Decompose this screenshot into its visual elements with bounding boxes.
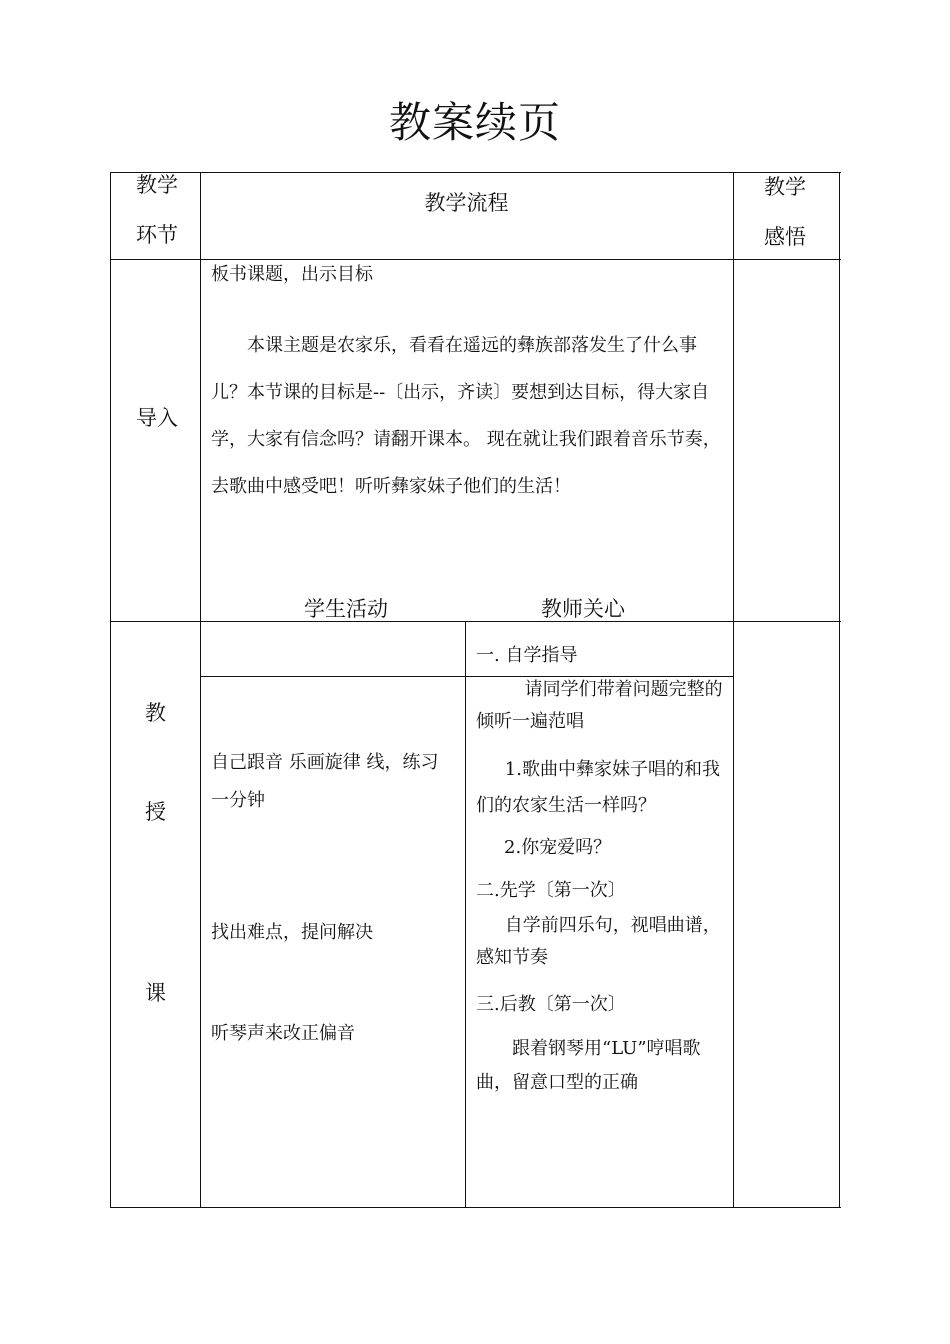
intro-paragraph: 本课主题是农家乐，看看在遥远的彝族部落发生了什么事儿？本节课的目标是--〔出示，齐读〕要想到达目标，得大家自学，大家有信念吗？请翻开课本。 现在就让我们跟着音乐节奏，去歌曲中感受吧！听听彝家妹子他们的生活！ — [211, 335, 721, 497]
teacher-section-2-title: 二.先学〔第一次〕 — [476, 880, 626, 901]
intro-board-text: 板书课题，出示目标 — [211, 264, 373, 285]
intro-segment-label: 导入 — [136, 406, 178, 430]
table-border-right — [839, 172, 840, 1208]
page-title: 教案续页 — [388, 98, 561, 147]
table-row-divider-intro — [110, 621, 841, 622]
table-border-bottom — [110, 1207, 841, 1208]
header-segment-line2: 环节 — [136, 223, 178, 247]
table-row-divider-header — [110, 259, 841, 260]
teacher-section-3-title: 三.后教〔第一次〕 — [476, 994, 626, 1015]
teaching-segment-char-2: 授 — [145, 800, 166, 824]
header-segment-line1: 教学 — [136, 173, 178, 197]
table-col-divider-2 — [465, 621, 466, 1208]
teacher-question-2: 2.你宠爱吗？ — [504, 837, 612, 858]
column-label-student: 学生活动 — [304, 597, 388, 621]
teacher-section-1-intro: 请同学们带着问题完整的倾听一遍范唱 — [476, 679, 723, 732]
student-activity-3: 听琴声来改正偏音 — [211, 1023, 355, 1044]
teacher-question-1: 1.歌曲中彝家妹子唱的和我们的农家生活一样吗？ — [476, 759, 720, 816]
table-border-top — [110, 172, 841, 173]
table-border-left — [110, 172, 111, 1208]
column-label-teacher: 教师关心 — [541, 597, 625, 621]
student-activity-2: 找出难点，提问解决 — [211, 922, 373, 943]
header-reflection-line1: 教学 — [764, 175, 806, 199]
header-flow: 教学流程 — [424, 191, 509, 215]
header-reflection-line2: 感悟 — [764, 225, 806, 249]
teaching-segment-char-3: 课 — [145, 981, 166, 1005]
table-col-divider-3 — [733, 172, 734, 1208]
student-activity-1: 自己跟音 乐画旋律 线，练习一分钟 — [211, 752, 439, 811]
teacher-section-2-body: 自学前四乐句，视唱曲谱，感知节奏 — [476, 915, 721, 968]
table-col-divider-1 — [200, 172, 201, 1208]
teaching-segment-char-1: 教 — [145, 701, 166, 725]
teacher-section-3-body: 跟着钢琴用“LU”哼唱歌曲，留意口型的正确 — [476, 1038, 701, 1093]
teacher-section-1-title: 一. 自学指导 — [476, 645, 578, 666]
